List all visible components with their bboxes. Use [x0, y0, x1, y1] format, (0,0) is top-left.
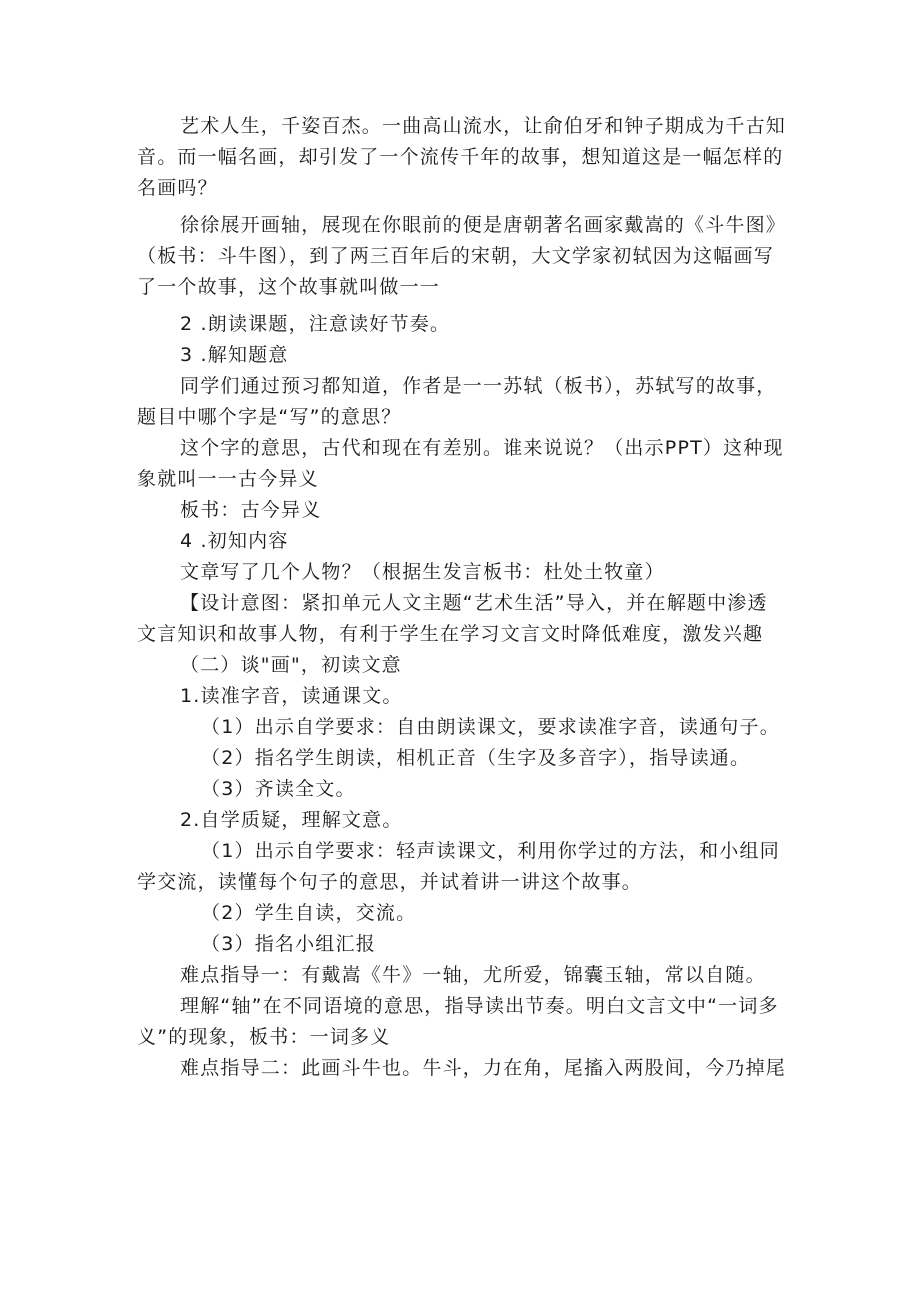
paragraph-author: 同学们通过预习都知道，作者是一一苏轼（板书），苏轼写的故事，题目中哪个字是“写”的意思？ — [137, 375, 777, 428]
section-2-heading: （二）谈"画"，初读文意 — [180, 654, 402, 676]
document-body — [137, 111, 787, 1084]
step-3-title-meaning: 3 .解知题意 — [180, 344, 289, 366]
item-1-read-pronunciation: 1.读准字音，读通课文。 — [180, 685, 403, 707]
step-4-content: 4 .初知内容 — [180, 530, 289, 552]
difficulty-1-explanation: 理解“轴”在不同语境的意思，指导读出节奏。明白文言文中“一词多义”的现象，板书：一词多义 — [137, 995, 779, 1048]
item-2-sub-2: （2）学生自读，交流。 — [201, 902, 417, 924]
design-intent: 【设计意图：紧扣单元人文主题“艺术生活”导入，并在解题中渗透文言知识和故事人物，有利于学生在学习文言文时降低难度，激发兴趣 — [137, 592, 768, 645]
difficulty-2: 难点指导二：此画斗牛也。牛斗，力在角，尾搐入两股间，今乃掉尾 — [180, 1057, 787, 1079]
item-2-self-study: 2.自学质疑，理解文意。 — [180, 809, 403, 831]
paragraph-characters: 文章写了几个人物？（根据生发言板书：杜处土牧童） — [180, 561, 665, 583]
item-1-sub-1: （1）出示自学要求：自由朗读课文，要求读准字音，读通句子。 — [201, 716, 780, 738]
item-1-sub-2: （2）指名学生朗读，相机正音（生字及多音字），指导读通。 — [201, 747, 751, 769]
item-2-sub-3: （3）指名小组汇报 — [201, 933, 376, 955]
difficulty-1: 难点指导一：有戴嵩《牛》一轴，尤所爱，锦囊玉轴，常以自随。 — [180, 964, 766, 986]
paragraph-intro: 艺术人生，千姿百杰。一曲高山流水，让俞伯牙和钟子期成为千古知音。而一幅名画，却引发了一个流传千年的故事，想知道这是一幅怎样的名画吗？ — [137, 115, 787, 199]
item-2-sub-1: （1）出示自学要求：轻声读课文，利用你学过的方法，和小组同学交流，读懂每个句子的意思，并试着讲一讲这个故事。 — [137, 840, 780, 893]
paragraph-painting: 徐徐展开画轴，展现在你眼前的便是唐朝著名画家戴嵩的《斗牛图》（板书：斗牛图），到了两三百年后的宋朝，大文学家初轼因为这幅画写了一个故事，这个故事就叫做一一 — [137, 214, 787, 298]
paragraph-ancient-modern: 这个字的意思，古代和现在有差别。谁来说说？（出示PPT）这种现象就叫一一古今异义 — [137, 437, 784, 490]
item-1-sub-3: （3）齐读全文。 — [201, 778, 356, 800]
step-2-read-title: 2 .朗读课题，注意读好节奏。 — [180, 313, 451, 335]
board-ancient-modern: 板书：古今异义 — [180, 499, 322, 521]
